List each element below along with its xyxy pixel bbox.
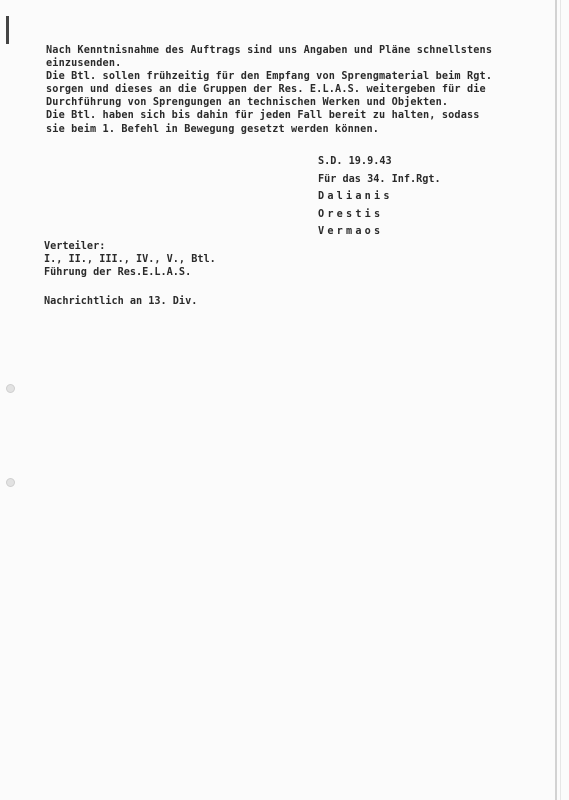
signature-block	[318, 153, 441, 241]
body-line: einzusenden.	[46, 58, 122, 70]
signatory-name: Orestis	[318, 208, 384, 220]
body-line: sorgen und dieses an die Gruppen der Res. E.L.A.S. weitergeben für die	[46, 84, 486, 96]
page-edge-line	[560, 0, 561, 800]
body-line: Durchführung von Sprengungen an technischen Werken und Objekten.	[46, 97, 449, 109]
signatory-name: Dalianis	[318, 191, 393, 202]
body-line: Nach Kenntnisnahme des Auftrags sind uns Angaben und Pläne schnellstens	[46, 45, 493, 56]
on-behalf-line: Für das 34. Inf.Rgt.	[318, 173, 441, 185]
distribution-heading: Verteiler:	[44, 241, 106, 252]
distribution-list	[44, 240, 216, 280]
punch-hole-icon	[6, 384, 15, 393]
body-line: Die Btl. sollen frühzeitig für den Empfang von Sprengmaterial beim Rgt.	[46, 71, 493, 83]
info-copy-note: Nachrichtlich an 13. Div.	[44, 296, 198, 307]
corner-mark	[6, 16, 9, 44]
punch-hole-icon	[6, 478, 15, 487]
place-date: S.D. 19.9.43	[318, 156, 392, 167]
body-line: Die Btl. haben sich bis dahin für jeden Fall bereit zu halten, sodass	[46, 110, 480, 122]
document-body	[46, 44, 541, 136]
distribution-line: I., II., III., IV., V., Btl.	[44, 254, 216, 266]
distribution-line: Führung der Res.E.L.A.S.	[44, 267, 192, 279]
signatory-name: Vermaos	[318, 226, 384, 237]
body-line: sie beim 1. Befehl in Bewegung gesetzt werden können.	[46, 123, 380, 135]
page-edge-shadow	[555, 0, 557, 800]
